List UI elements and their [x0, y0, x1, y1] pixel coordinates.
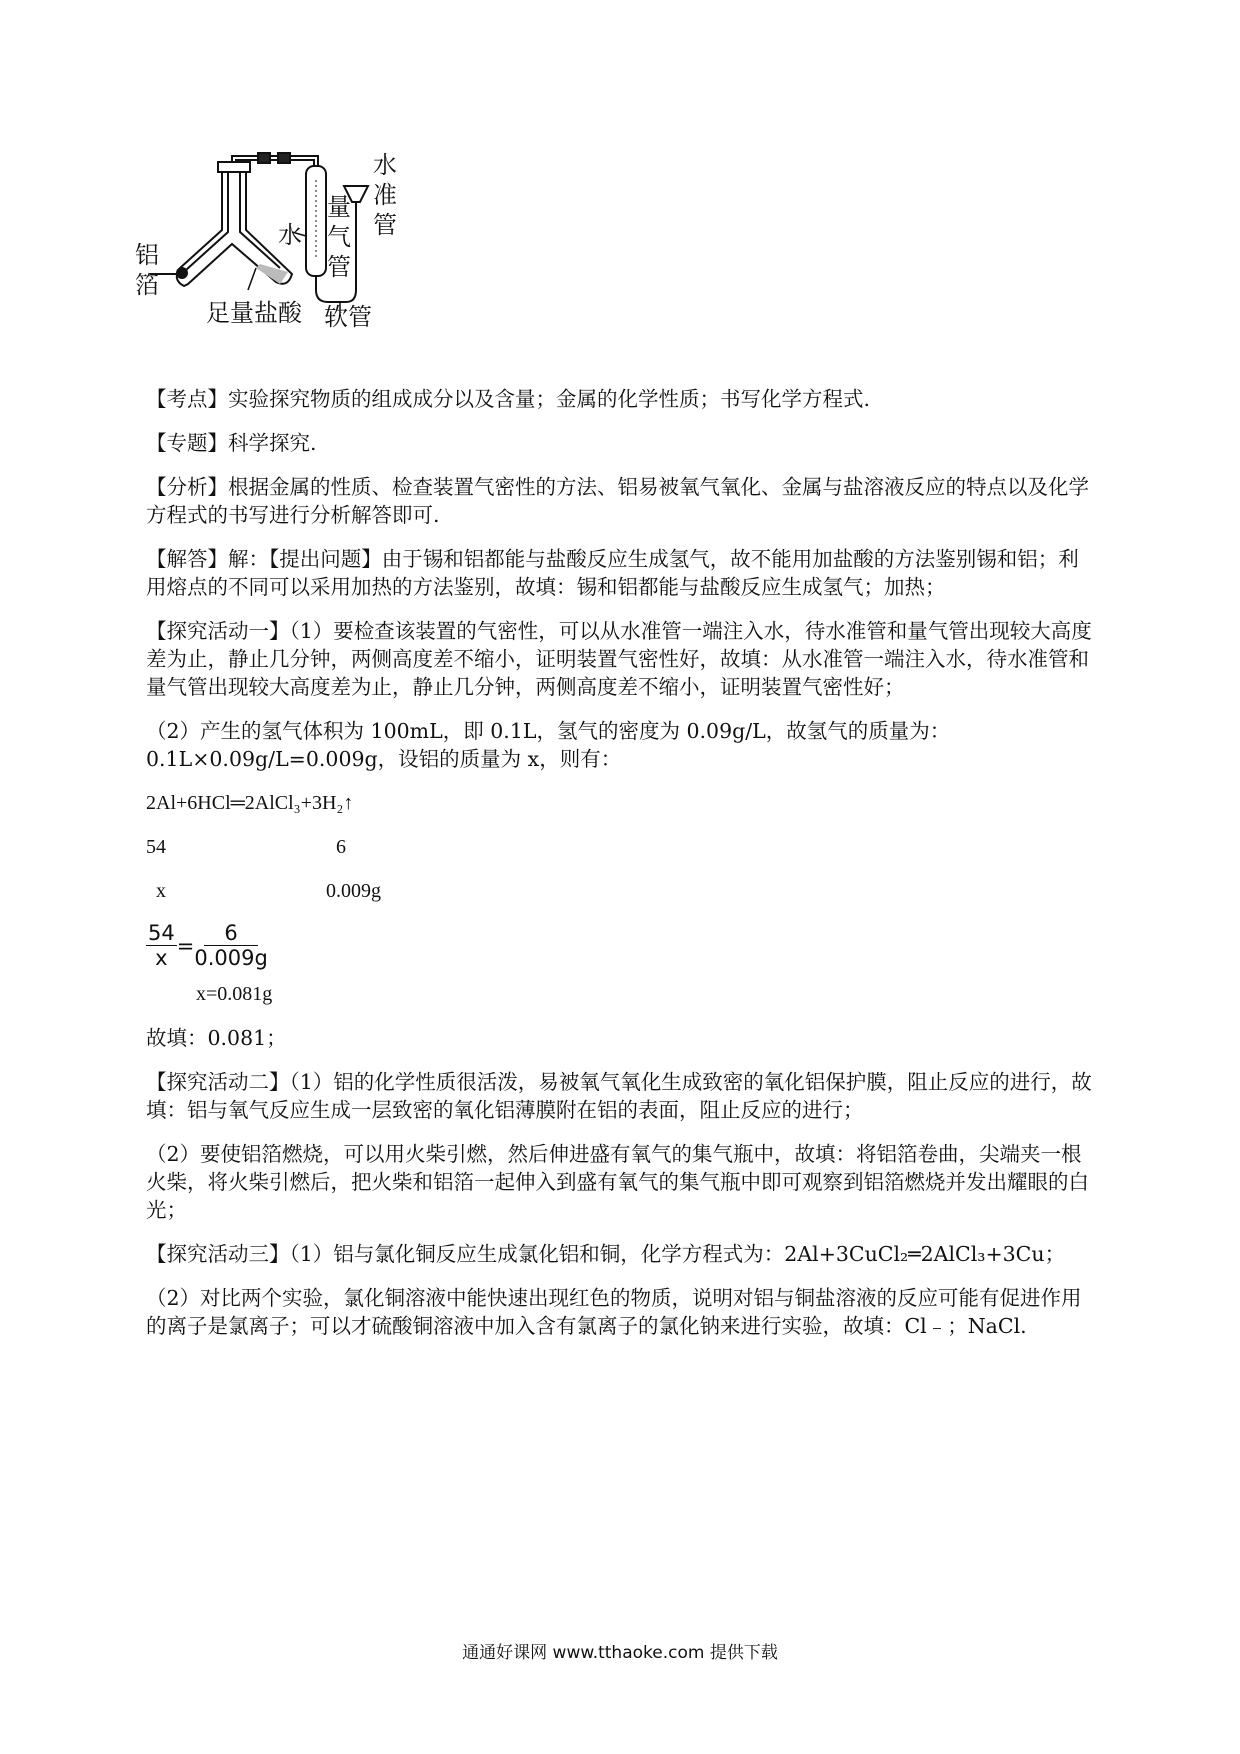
fraction-left-den: x [155, 946, 168, 970]
kaodian-line: 【考点】实验探究物质的组成成分以及含量；金属的化学性质；书写化学方程式. [146, 387, 871, 411]
burette-label: 量气管 [327, 193, 351, 281]
apparatus-diagram [140, 140, 470, 375]
zhuanti-line: 【专题】科学探究. [146, 431, 317, 455]
ratio-mass: 0.009g [326, 880, 381, 902]
jieda-paragraph: 【解答】解：【提出问题】由于锡和铝都能与盐酸反应生成氢气，故不能用加盐酸的方法鉴别锡和铝；利用熔点的不同可以采用加热的方法鉴别，故填：锡和铝都能与盐酸反应生成氢气；加热； [146, 547, 1079, 599]
level-tube-label: 水准管 [373, 151, 397, 239]
solution-body [146, 385, 1096, 1340]
ratio-x: x [156, 880, 166, 902]
answer-line: 故填：0.081； [146, 1026, 287, 1050]
activity2-part1: 【探究活动二】（1）铝的化学性质很活泼，易被氧气氧化生成致密的氧化铝保护膜，阻止反应的进行，故填：铝与氧气反应生成一层致密的氧化铝薄膜附在铝的表面，阻止反应的进行； [146, 1070, 1092, 1122]
fraction-equals: = [176, 933, 195, 958]
y-tube [177, 162, 292, 286]
proportion-fraction [146, 921, 268, 970]
activity1-part2: （2）产生的氢气体积为 100mL，即 0.1L，氢气的密度为 0.09g/L，故氢气的质量为：0.1L×0.09g/L=0.009g，设铝的质量为 x，则有： [146, 719, 951, 771]
ratio-h2: 6 [336, 836, 346, 858]
fraction-left-num: 54 [148, 921, 175, 945]
activity3-part1: 【探究活动三】（1）铝与氯化铜反应生成氯化铝和铜，化学方程式为：2Al+3CuCl₂═2AlCl₃+3Cu； [146, 1242, 1066, 1266]
ratio-al: 54 [146, 836, 166, 858]
chemical-equation: 2Al+6HCl═2AlCl₃+3H₂↑ [146, 792, 354, 814]
water-label: 水 [278, 221, 302, 249]
fraction-right-den: 0.009g [194, 946, 268, 970]
ratio-row-1 [146, 833, 1096, 861]
page-footer: 通通好课网 www.tthaoke.com 提供下载 [462, 1643, 778, 1663]
ratio-row-2 [146, 877, 1096, 905]
fraction-right [194, 921, 267, 970]
hose-label: 软管 [324, 303, 372, 331]
foil-label: 铝箔 [135, 241, 159, 299]
activity2-part2: （2）要使铝箔燃烧，可以用火柴引燃，然后伸进盛有氧气的集气瓶中，故填：将铝箔卷曲，尖端夹一根火柴，将火柴引燃后，把火柴和铝箔一起伸入到盛有氧气的集气瓶中即可观察到铝箔燃烧并发出耀眼的白光； [146, 1142, 1089, 1222]
activity3-part2: （2）对比两个实验，氯化铜溶液中能快速出现红色的物质，说明对铝与铜盐溶液的反应可能有促进作用的离子是氯离子；可以才硫酸铜溶液中加入含有氯离子的氯化钠来进行实验，故填：Cl﹣；NaCl. [146, 1286, 1082, 1338]
fenxi-paragraph: 【分析】根据金属的性质、检查装置气密性的方法、铝易被氧气氧化、金属与盐溶液反应的特点以及化学方程式的书写进行分析解答即可. [146, 475, 1089, 527]
fraction-right-num: 6 [204, 921, 257, 946]
fraction-left [146, 921, 177, 970]
apparatus-figure [135, 140, 470, 375]
acid-label: 足量盐酸 [206, 299, 302, 327]
activity1-part1: 【探究活动一】（1）要检查该装置的气密性，可以从水准管一端注入水，待水准管和量气管出现较大高度差为止，静止几分钟，两侧高度差不缩小，证明装置气密性好，故填：从水准管一端注入水，待水准管和量气管出现较大高度差为止，静止几分钟，两侧高度差不缩小，证明装置气密性好； [146, 619, 1092, 699]
x-result: x=0.081g [196, 983, 273, 1005]
